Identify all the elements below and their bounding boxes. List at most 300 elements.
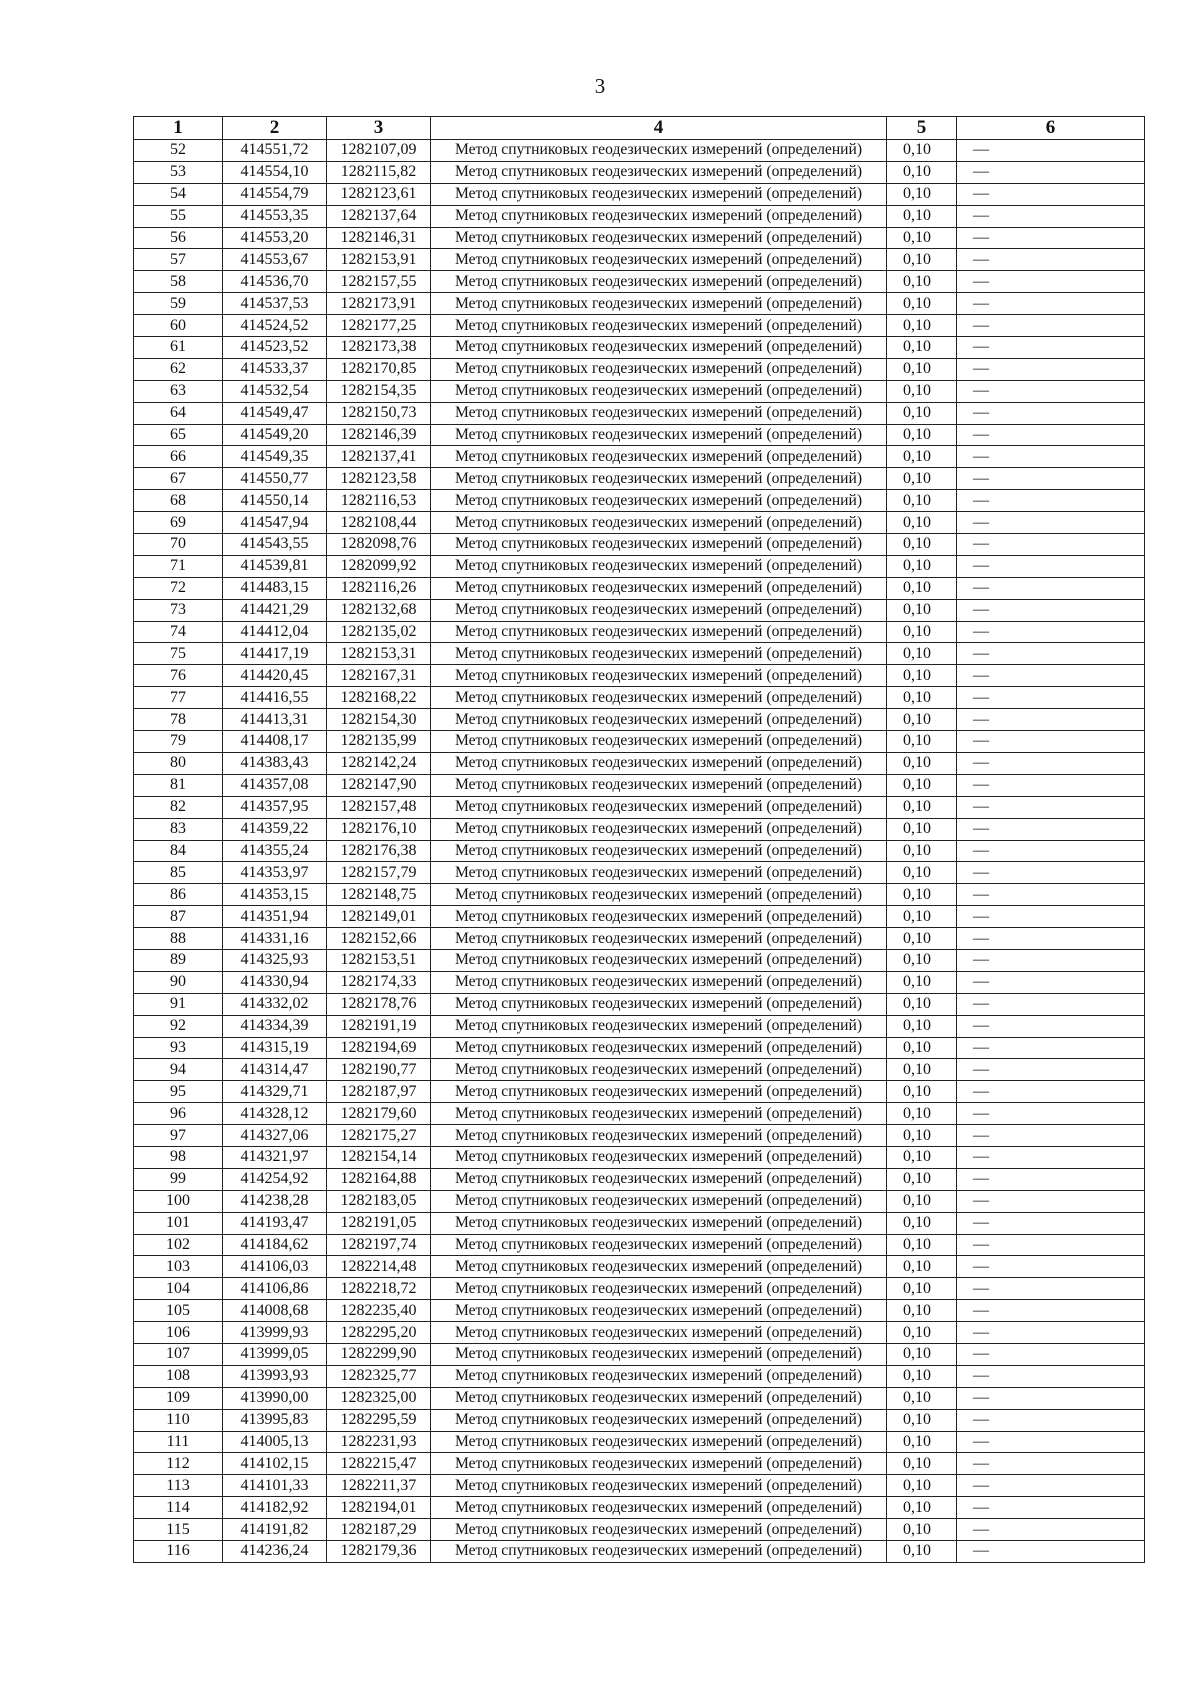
accuracy-cell: 0,10 (887, 227, 957, 249)
method-cell: Метод спутниковых геодезических измерений (определений) (431, 1322, 887, 1344)
point-number-cell: 65 (134, 424, 223, 446)
x-coordinate-cell: 414106,86 (223, 1278, 327, 1300)
accuracy-cell: 0,10 (887, 512, 957, 534)
point-number-cell: 116 (134, 1541, 223, 1563)
table-row (134, 665, 1145, 687)
point-number-cell: 95 (134, 1081, 223, 1103)
y-coordinate-cell: 1282157,79 (327, 862, 431, 884)
table-row (134, 709, 1145, 731)
accuracy-cell: 0,10 (887, 249, 957, 271)
table-row (134, 1278, 1145, 1300)
x-coordinate-cell: 414005,13 (223, 1431, 327, 1453)
x-coordinate-cell: 414549,47 (223, 402, 327, 424)
accuracy-cell: 0,10 (887, 1453, 957, 1475)
table-row (134, 271, 1145, 293)
x-coordinate-cell: 414416,55 (223, 687, 327, 709)
point-number-cell: 81 (134, 774, 223, 796)
y-coordinate-cell: 1282176,38 (327, 840, 431, 862)
x-coordinate-cell: 414101,33 (223, 1475, 327, 1497)
note-cell: — (957, 380, 1145, 402)
x-coordinate-cell: 414551,72 (223, 140, 327, 162)
accuracy-cell: 0,10 (887, 1409, 957, 1431)
accuracy-cell: 0,10 (887, 1234, 957, 1256)
accuracy-cell: 0,10 (887, 446, 957, 468)
note-cell: — (957, 271, 1145, 293)
note-cell: — (957, 1453, 1145, 1475)
table-row (134, 752, 1145, 774)
y-coordinate-cell: 1282107,09 (327, 140, 431, 162)
note-cell: — (957, 818, 1145, 840)
x-coordinate-cell: 414182,92 (223, 1497, 327, 1519)
y-coordinate-cell: 1282099,92 (327, 555, 431, 577)
x-coordinate-cell: 414483,15 (223, 577, 327, 599)
y-coordinate-cell: 1282191,05 (327, 1212, 431, 1234)
y-coordinate-cell: 1282150,73 (327, 402, 431, 424)
x-coordinate-cell: 414184,62 (223, 1234, 327, 1256)
note-cell: — (957, 993, 1145, 1015)
note-cell: — (957, 840, 1145, 862)
point-number-cell: 76 (134, 665, 223, 687)
note-cell: — (957, 1322, 1145, 1344)
x-coordinate-cell: 414550,14 (223, 490, 327, 512)
accuracy-cell: 0,10 (887, 752, 957, 774)
note-cell: — (957, 928, 1145, 950)
method-cell: Метод спутниковых геодезических измерений (определений) (431, 1256, 887, 1278)
accuracy-cell: 0,10 (887, 1212, 957, 1234)
accuracy-cell: 0,10 (887, 1322, 957, 1344)
x-coordinate-cell: 413999,93 (223, 1322, 327, 1344)
point-number-cell: 77 (134, 687, 223, 709)
table-row (134, 249, 1145, 271)
y-coordinate-cell: 1282147,90 (327, 774, 431, 796)
y-coordinate-cell: 1282183,05 (327, 1190, 431, 1212)
point-number-cell: 60 (134, 315, 223, 337)
note-cell: — (957, 577, 1145, 599)
point-number-cell: 82 (134, 796, 223, 818)
note-cell: — (957, 774, 1145, 796)
y-coordinate-cell: 1282154,30 (327, 709, 431, 731)
method-cell: Метод спутниковых геодезических измерений (определений) (431, 1300, 887, 1322)
y-coordinate-cell: 1282173,38 (327, 337, 431, 359)
x-coordinate-cell: 414554,10 (223, 161, 327, 183)
header-cell: 2 (223, 117, 327, 140)
note-cell: — (957, 490, 1145, 512)
note-cell: — (957, 1081, 1145, 1103)
y-coordinate-cell: 1282197,74 (327, 1234, 431, 1256)
accuracy-cell: 0,10 (887, 906, 957, 928)
x-coordinate-cell: 414330,94 (223, 971, 327, 993)
table-row (134, 1081, 1145, 1103)
table-body (134, 140, 1145, 1563)
table-row (134, 183, 1145, 205)
accuracy-cell: 0,10 (887, 818, 957, 840)
accuracy-cell: 0,10 (887, 380, 957, 402)
method-cell: Метод спутниковых геодезических измерений (определений) (431, 796, 887, 818)
y-coordinate-cell: 1282190,77 (327, 1059, 431, 1081)
table-row (134, 315, 1145, 337)
note-cell: — (957, 1103, 1145, 1125)
x-coordinate-cell: 414524,52 (223, 315, 327, 337)
x-coordinate-cell: 414550,77 (223, 468, 327, 490)
y-coordinate-cell: 1282235,40 (327, 1300, 431, 1322)
note-cell: — (957, 643, 1145, 665)
method-cell: Метод спутниковых геодезических измерений (определений) (431, 731, 887, 753)
method-cell: Метод спутниковых геодезических измерений (определений) (431, 1365, 887, 1387)
y-coordinate-cell: 1282152,66 (327, 928, 431, 950)
point-number-cell: 90 (134, 971, 223, 993)
point-number-cell: 56 (134, 227, 223, 249)
method-cell: Метод спутниковых геодезических измерений (определений) (431, 490, 887, 512)
method-cell: Метод спутниковых геодезических измерений (определений) (431, 993, 887, 1015)
accuracy-cell: 0,10 (887, 555, 957, 577)
table-row (134, 1541, 1145, 1563)
x-coordinate-cell: 414353,97 (223, 862, 327, 884)
method-cell: Метод спутниковых геодезических измерений (определений) (431, 1212, 887, 1234)
method-cell: Метод спутниковых геодезических измерений (определений) (431, 928, 887, 950)
accuracy-cell: 0,10 (887, 1431, 957, 1453)
table-row (134, 993, 1145, 1015)
x-coordinate-cell: 414408,17 (223, 731, 327, 753)
page-number: 3 (594, 74, 606, 98)
point-number-cell: 99 (134, 1168, 223, 1190)
accuracy-cell: 0,10 (887, 1365, 957, 1387)
point-number-cell: 92 (134, 1015, 223, 1037)
method-cell: Метод спутниковых геодезических измерений (определений) (431, 1059, 887, 1081)
method-cell: Метод спутниковых геодезических измерений (определений) (431, 1081, 887, 1103)
accuracy-cell: 0,10 (887, 643, 957, 665)
x-coordinate-cell: 414236,24 (223, 1541, 327, 1563)
note-cell: — (957, 1365, 1145, 1387)
method-cell: Метод спутниковых геодезических измерений (определений) (431, 1453, 887, 1475)
accuracy-cell: 0,10 (887, 687, 957, 709)
table-row (134, 468, 1145, 490)
method-cell: Метод спутниковых геодезических измерений (определений) (431, 1541, 887, 1563)
method-cell: Метод спутниковых геодезических измерений (определений) (431, 643, 887, 665)
table-row (134, 1431, 1145, 1453)
x-coordinate-cell: 414553,35 (223, 205, 327, 227)
point-number-cell: 58 (134, 271, 223, 293)
method-cell: Метод спутниковых геодезических измерений (определений) (431, 818, 887, 840)
method-cell: Метод спутниковых геодезических измерений (определений) (431, 1190, 887, 1212)
table-row (134, 906, 1145, 928)
x-coordinate-cell: 414329,71 (223, 1081, 327, 1103)
y-coordinate-cell: 1282173,91 (327, 293, 431, 315)
note-cell: — (957, 424, 1145, 446)
x-coordinate-cell: 414549,35 (223, 446, 327, 468)
table-row (134, 818, 1145, 840)
note-cell: — (957, 293, 1145, 315)
method-cell: Метод спутниковых геодезических измерений (определений) (431, 205, 887, 227)
x-coordinate-cell: 413993,93 (223, 1365, 327, 1387)
table-row (134, 534, 1145, 556)
point-number-cell: 68 (134, 490, 223, 512)
point-number-cell: 103 (134, 1256, 223, 1278)
method-cell: Метод спутниковых геодезических измерений (определений) (431, 227, 887, 249)
accuracy-cell: 0,10 (887, 1059, 957, 1081)
note-cell: — (957, 709, 1145, 731)
accuracy-cell: 0,10 (887, 293, 957, 315)
accuracy-cell: 0,10 (887, 1256, 957, 1278)
table-row (134, 380, 1145, 402)
method-cell: Метод спутниковых геодезических измерений (определений) (431, 1125, 887, 1147)
y-coordinate-cell: 1282157,55 (327, 271, 431, 293)
y-coordinate-cell: 1282187,97 (327, 1081, 431, 1103)
x-coordinate-cell: 414536,70 (223, 271, 327, 293)
table-row (134, 161, 1145, 183)
point-number-cell: 107 (134, 1343, 223, 1365)
method-cell: Метод спутниковых геодезических измерений (определений) (431, 577, 887, 599)
note-cell: — (957, 1387, 1145, 1409)
y-coordinate-cell: 1282194,01 (327, 1497, 431, 1519)
method-cell: Метод спутниковых геодезических измерений (определений) (431, 774, 887, 796)
y-coordinate-cell: 1282176,10 (327, 818, 431, 840)
method-cell: Метод спутниковых геодезических измерений (определений) (431, 1278, 887, 1300)
x-coordinate-cell: 414357,08 (223, 774, 327, 796)
note-cell: — (957, 1431, 1145, 1453)
point-number-cell: 101 (134, 1212, 223, 1234)
y-coordinate-cell: 1282137,41 (327, 446, 431, 468)
y-coordinate-cell: 1282170,85 (327, 358, 431, 380)
method-cell: Метод спутниковых геодезических измерений (определений) (431, 534, 887, 556)
point-number-cell: 110 (134, 1409, 223, 1431)
accuracy-cell: 0,10 (887, 577, 957, 599)
x-coordinate-cell: 414539,81 (223, 555, 327, 577)
y-coordinate-cell: 1282123,58 (327, 468, 431, 490)
x-coordinate-cell: 413999,05 (223, 1343, 327, 1365)
point-number-cell: 62 (134, 358, 223, 380)
table-row (134, 577, 1145, 599)
note-cell: — (957, 1125, 1145, 1147)
accuracy-cell: 0,10 (887, 183, 957, 205)
method-cell: Метод спутниковых геодезических измерений (определений) (431, 446, 887, 468)
x-coordinate-cell: 414421,29 (223, 599, 327, 621)
point-number-cell: 102 (134, 1234, 223, 1256)
point-number-cell: 96 (134, 1103, 223, 1125)
point-number-cell: 80 (134, 752, 223, 774)
note-cell: — (957, 534, 1145, 556)
note-cell: — (957, 249, 1145, 271)
x-coordinate-cell: 414357,95 (223, 796, 327, 818)
note-cell: — (957, 599, 1145, 621)
y-coordinate-cell: 1282174,33 (327, 971, 431, 993)
method-cell: Метод спутниковых геодезических измерений (определений) (431, 1015, 887, 1037)
table-row (134, 774, 1145, 796)
point-number-cell: 59 (134, 293, 223, 315)
x-coordinate-cell: 414328,12 (223, 1103, 327, 1125)
note-cell: — (957, 796, 1145, 818)
method-cell: Метод спутниковых геодезических измерений (определений) (431, 752, 887, 774)
header-cell: 1 (134, 117, 223, 140)
y-coordinate-cell: 1282175,27 (327, 1125, 431, 1147)
method-cell: Метод спутниковых геодезических измерений (определений) (431, 1103, 887, 1125)
point-number-cell: 106 (134, 1322, 223, 1344)
table-row (134, 731, 1145, 753)
accuracy-cell: 0,10 (887, 490, 957, 512)
accuracy-cell: 0,10 (887, 840, 957, 862)
accuracy-cell: 0,10 (887, 731, 957, 753)
x-coordinate-cell: 414314,47 (223, 1059, 327, 1081)
table-row (134, 884, 1145, 906)
table-row (134, 140, 1145, 162)
x-coordinate-cell: 414543,55 (223, 534, 327, 556)
x-coordinate-cell: 414334,39 (223, 1015, 327, 1037)
note-cell: — (957, 140, 1145, 162)
y-coordinate-cell: 1282108,44 (327, 512, 431, 534)
note-cell: — (957, 971, 1145, 993)
x-coordinate-cell: 414413,31 (223, 709, 327, 731)
table-row (134, 1059, 1145, 1081)
method-cell: Метод спутниковых геодезических измерений (определений) (431, 140, 887, 162)
accuracy-cell: 0,10 (887, 1343, 957, 1365)
table-row (134, 446, 1145, 468)
accuracy-cell: 0,10 (887, 774, 957, 796)
table-row (134, 1015, 1145, 1037)
note-cell: — (957, 1343, 1145, 1365)
point-number-cell: 104 (134, 1278, 223, 1300)
x-coordinate-cell: 413990,00 (223, 1387, 327, 1409)
point-number-cell: 70 (134, 534, 223, 556)
table-row (134, 1234, 1145, 1256)
y-coordinate-cell: 1282148,75 (327, 884, 431, 906)
table-row (134, 1103, 1145, 1125)
accuracy-cell: 0,10 (887, 140, 957, 162)
header-cell: 6 (957, 117, 1145, 140)
table-row (134, 621, 1145, 643)
point-number-cell: 55 (134, 205, 223, 227)
accuracy-cell: 0,10 (887, 315, 957, 337)
accuracy-cell: 0,10 (887, 862, 957, 884)
note-cell: — (957, 862, 1145, 884)
y-coordinate-cell: 1282135,02 (327, 621, 431, 643)
x-coordinate-cell: 414553,20 (223, 227, 327, 249)
method-cell: Метод спутниковых геодезических измерений (определений) (431, 358, 887, 380)
accuracy-cell: 0,10 (887, 709, 957, 731)
point-number-cell: 109 (134, 1387, 223, 1409)
table-row (134, 796, 1145, 818)
method-cell: Метод спутниковых геодезических измерений (определений) (431, 1234, 887, 1256)
y-coordinate-cell: 1282153,31 (327, 643, 431, 665)
y-coordinate-cell: 1282178,76 (327, 993, 431, 1015)
x-coordinate-cell: 414315,19 (223, 1037, 327, 1059)
point-number-cell: 71 (134, 555, 223, 577)
y-coordinate-cell: 1282115,82 (327, 161, 431, 183)
note-cell: — (957, 1037, 1145, 1059)
point-number-cell: 93 (134, 1037, 223, 1059)
method-cell: Метод спутниковых геодезических измерений (определений) (431, 1475, 887, 1497)
x-coordinate-cell: 414238,28 (223, 1190, 327, 1212)
header-cell: 4 (431, 117, 887, 140)
table-row (134, 1475, 1145, 1497)
point-number-cell: 94 (134, 1059, 223, 1081)
method-cell: Метод спутниковых геодезических измерений (определений) (431, 862, 887, 884)
table-row (134, 599, 1145, 621)
note-cell: — (957, 205, 1145, 227)
x-coordinate-cell: 414554,79 (223, 183, 327, 205)
accuracy-cell: 0,10 (887, 1519, 957, 1541)
y-coordinate-cell: 1282177,25 (327, 315, 431, 337)
point-number-cell: 78 (134, 709, 223, 731)
point-number-cell: 67 (134, 468, 223, 490)
y-coordinate-cell: 1282154,14 (327, 1146, 431, 1168)
y-coordinate-cell: 1282218,72 (327, 1278, 431, 1300)
accuracy-cell: 0,10 (887, 949, 957, 971)
y-coordinate-cell: 1282164,88 (327, 1168, 431, 1190)
note-cell: — (957, 337, 1145, 359)
method-cell: Метод спутниковых геодезических измерений (определений) (431, 840, 887, 862)
coordinates-table (133, 116, 1145, 1563)
accuracy-cell: 0,10 (887, 928, 957, 950)
x-coordinate-cell: 414359,22 (223, 818, 327, 840)
y-coordinate-cell: 1282168,22 (327, 687, 431, 709)
y-coordinate-cell: 1282132,68 (327, 599, 431, 621)
point-number-cell: 69 (134, 512, 223, 534)
table-row (134, 1168, 1145, 1190)
note-cell: — (957, 906, 1145, 928)
point-number-cell: 87 (134, 906, 223, 928)
table-row (134, 1387, 1145, 1409)
point-number-cell: 86 (134, 884, 223, 906)
accuracy-cell: 0,10 (887, 1541, 957, 1563)
accuracy-cell: 0,10 (887, 796, 957, 818)
method-cell: Метод спутниковых геодезических измерений (определений) (431, 183, 887, 205)
table-row (134, 1343, 1145, 1365)
accuracy-cell: 0,10 (887, 971, 957, 993)
table-row (134, 862, 1145, 884)
method-cell: Метод спутниковых геодезических измерений (определений) (431, 709, 887, 731)
accuracy-cell: 0,10 (887, 1125, 957, 1147)
y-coordinate-cell: 1282325,00 (327, 1387, 431, 1409)
table-row (134, 949, 1145, 971)
point-number-cell: 52 (134, 140, 223, 162)
x-coordinate-cell: 414008,68 (223, 1300, 327, 1322)
x-coordinate-cell: 414321,97 (223, 1146, 327, 1168)
y-coordinate-cell: 1282299,90 (327, 1343, 431, 1365)
method-cell: Метод спутниковых геодезических измерений (определений) (431, 1431, 887, 1453)
table-row (134, 1300, 1145, 1322)
table-row (134, 687, 1145, 709)
note-cell: — (957, 1475, 1145, 1497)
accuracy-cell: 0,10 (887, 337, 957, 359)
note-cell: — (957, 1278, 1145, 1300)
table-row (134, 205, 1145, 227)
x-coordinate-cell: 414537,53 (223, 293, 327, 315)
y-coordinate-cell: 1282167,31 (327, 665, 431, 687)
point-number-cell: 91 (134, 993, 223, 1015)
y-coordinate-cell: 1282146,31 (327, 227, 431, 249)
y-coordinate-cell: 1282153,51 (327, 949, 431, 971)
x-coordinate-cell: 414532,54 (223, 380, 327, 402)
note-cell: — (957, 1541, 1145, 1563)
table-row (134, 1256, 1145, 1278)
accuracy-cell: 0,10 (887, 1168, 957, 1190)
y-coordinate-cell: 1282194,69 (327, 1037, 431, 1059)
method-cell: Метод спутниковых геодезических измерений (определений) (431, 1519, 887, 1541)
accuracy-cell: 0,10 (887, 1190, 957, 1212)
note-cell: — (957, 1146, 1145, 1168)
x-coordinate-cell: 414191,82 (223, 1519, 327, 1541)
point-number-cell: 88 (134, 928, 223, 950)
y-coordinate-cell: 1282214,48 (327, 1256, 431, 1278)
method-cell: Метод спутниковых геодезических измерений (определений) (431, 1037, 887, 1059)
x-coordinate-cell: 414523,52 (223, 337, 327, 359)
point-number-cell: 83 (134, 818, 223, 840)
point-number-cell: 72 (134, 577, 223, 599)
table-row (134, 1146, 1145, 1168)
accuracy-cell: 0,10 (887, 1497, 957, 1519)
y-coordinate-cell: 1282295,20 (327, 1322, 431, 1344)
point-number-cell: 100 (134, 1190, 223, 1212)
note-cell: — (957, 1212, 1145, 1234)
